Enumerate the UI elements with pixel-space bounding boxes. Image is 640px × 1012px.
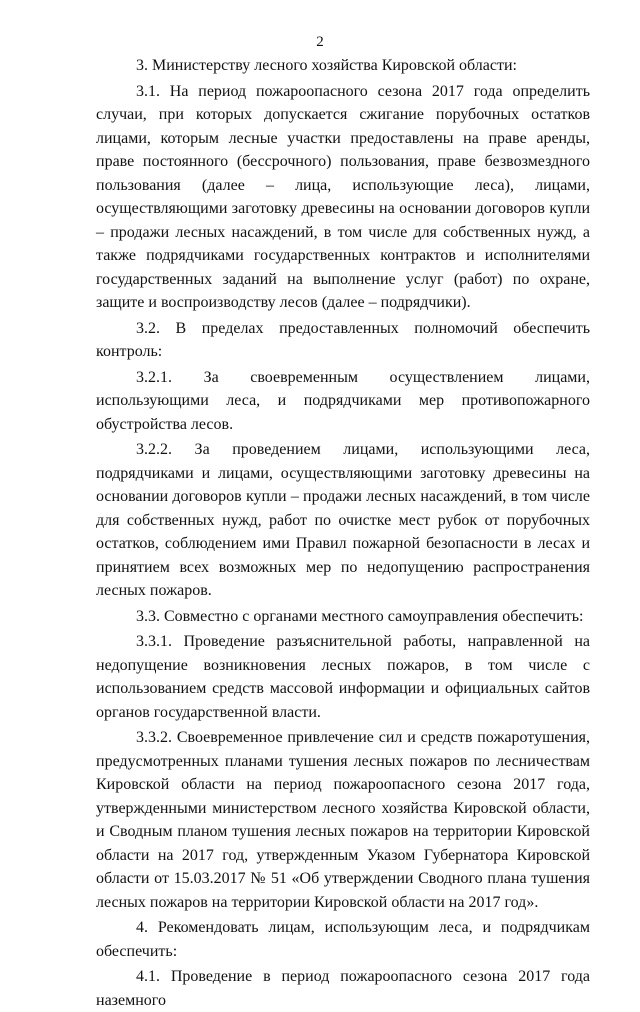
paragraph-3: 3. Министерству лесного хозяйства Кировской области: (136, 57, 517, 74)
paragraph-3-3-2: 3.3.2. Своевременное привлечение сил и средств пожаротушения, предусмотренных планами тушения лесных пожаров по лесничествам Кировской области на период пожароопасного сезона 2017 года, утвержденными министерством лесного хозяйства Кировской области, и Сводным планом тушения лесных пожаров на территории Кировской области на 2017 год, утвержденным Указом Губернатора Кировской области от 15.03.2017 № 51 «Об утверждении Сводного плана тушения лесных пожаров на территории Кировской области на 2017 год». (96, 729, 590, 911)
paragraph-3-3-1: 3.3.1. Проведение разъяснительной работы, направленной на недопущение возникновения лесных пожаров, в том числе с использованием средств массовой информации и официальных сайтов органов государственной власти. (96, 633, 590, 721)
paragraph-3-2-2: 3.2.2. За проведением лицами, использующими леса, подрядчиками и лицами, осуществляющими заготовку древесины на основании договоров купли – продажи лесных насаждений, в том числе для собственных нужд, работ по очистке мест рубок от порубочных остатков, соблюдением ими Правил пожарной безопасности в лесах и принятием всех возможных мер по недопущению распространения лесных пожаров. (96, 441, 590, 599)
page-number: 2 (316, 34, 324, 50)
paragraph-3-3: 3.3. Совместно с органами местного самоуправления обеспечить: (136, 607, 584, 625)
paragraph-4: 4. Рекомендовать лицам, использующим леса, и подрядчикам обеспечить: (96, 919, 590, 960)
paragraph-3-2: 3.2. В пределах предоставленных полномочий обеспечить контроль: (96, 319, 590, 360)
document-body (96, 54, 590, 1012)
paragraph-3-1: 3.1. На период пожароопасного сезона 2017 года определить случаи, при которых допускается сжигание порубочных остатков лицами, которым лесные участки предоставлены на праве аренды, праве постоянного (бессрочного) пользования, праве безвозмездного пользования (далее – лица, использующие леса), лицами, осуществляющими заготовку древесины на основании договоров купли – продажи лесных насаждений, в том числе для собственных нужд, а также подрядчиками государственных контрактов и исполнителями государственных заданий на выполнение услуг (работ) по охране, защите и воспроизводству лесов (далее – подрядчики). (96, 82, 590, 311)
paragraph-4-1: 4.1. Проведение в период пожароопасного сезона 2017 года наземного (96, 968, 590, 1009)
paragraph-3-2-1: 3.2.1. За своевременным осуществлением лицами, использующими леса, и подрядчиками мер противопожарного обустройства лесов. (96, 368, 590, 433)
